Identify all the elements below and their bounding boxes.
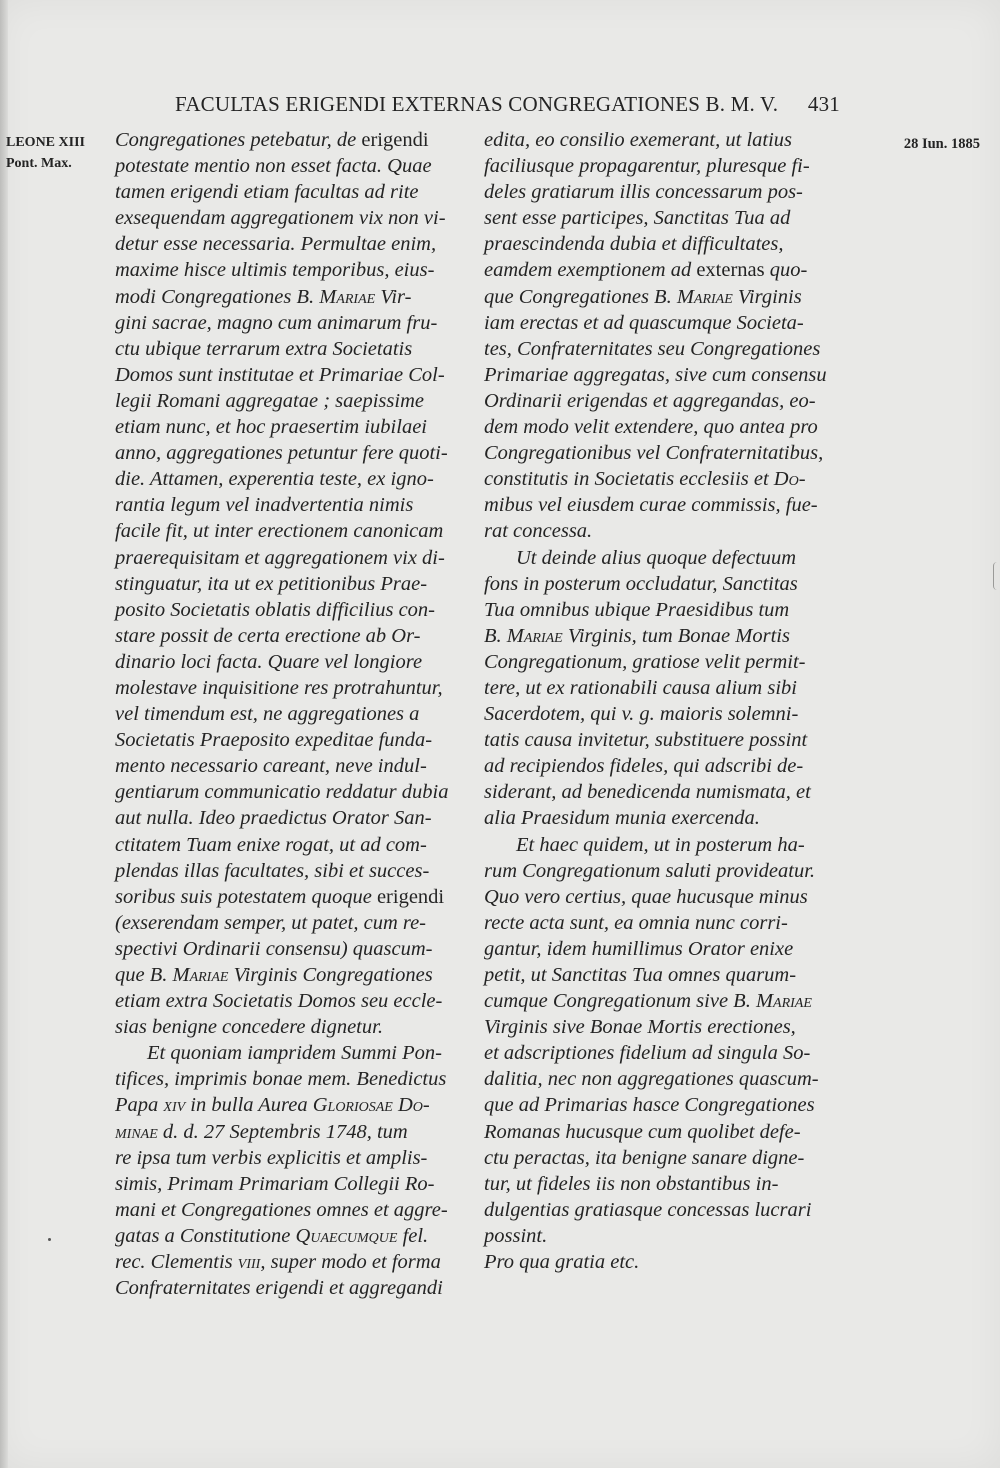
text-line: die. Attamen, experentia teste, ex igno- — [115, 468, 434, 491]
edge-bracket-mark — [993, 562, 998, 590]
text-line: etiam nunc, et hoc praesertim iubilaei — [115, 416, 427, 439]
text-line: detur esse necessaria. Permultae enim, — [115, 233, 437, 256]
text-line: Pro qua gratia etc. — [484, 1251, 640, 1274]
text-line: tifices, imprimis bonae mem. Benedictus — [115, 1068, 447, 1091]
text-line: Romanas hucusque cum quolibet defe- — [484, 1120, 801, 1143]
text-line: cumque Congregationum sive B. Mariae — [484, 990, 812, 1013]
text-line: Ut deinde alius quoque defectuum — [516, 546, 797, 569]
text-line: legii Romani aggregatae ; saepissime — [115, 389, 424, 412]
text-line: mibus vel eiusdem curae commissis, fue- — [484, 494, 818, 517]
text-line: eamdem exemptionem ad externas quo- — [484, 259, 808, 282]
margin-note-pontiff-title: Pont. Max. — [6, 156, 72, 171]
text-line: deles gratiarum illis concessarum pos- — [484, 181, 803, 204]
margin-note-date-text: 28 Iun. 1885 — [903, 136, 980, 152]
text-line: gatas a Constitutione Quaecumque fel. — [115, 1224, 429, 1247]
margin-note-date — [904, 134, 980, 155]
text-line: constitutis in Societatis ecclesiis et Do- — [484, 468, 806, 491]
text-line: stare possit de certa erectione ab Or- — [115, 624, 421, 647]
text-line: praerequisitam et aggregationem vix di- — [115, 546, 445, 569]
text-line: tere, ut ex rationabili causa alium sibi — [484, 676, 797, 699]
margin-note-pontiff-name: LEONE XIII — [6, 135, 85, 150]
text-line: etiam extra Societatis Domos seu eccle- — [115, 990, 443, 1013]
text-line: que Congregationes B. Mariae Virginis — [484, 285, 802, 308]
text-line: Congregationes petebatur, de erigendi — [115, 129, 429, 151]
text-line: facile fit, ut inter erectionem canonicam — [115, 520, 444, 543]
text-line: et adscriptiones fidelium ad singula So- — [484, 1042, 811, 1065]
text-line: Tua omnibus ubique Praesidibus tum — [484, 598, 790, 621]
text-line: que ad Primarias hasce Congregationes — [484, 1094, 815, 1117]
page-number: 431 — [807, 92, 840, 116]
text-line: molestave inquisitione res protrahuntur, — [115, 676, 443, 699]
text-line: re ipsa tum verbis explicitis et amplis- — [115, 1146, 428, 1169]
text-line: stinguatur, ita ut ex petitionibus Prae- — [115, 572, 428, 595]
text-line: soribus suis potestatem quoque erigendi — [115, 885, 445, 908]
text-line: mani et Congregationes omnes et aggre- — [115, 1198, 448, 1221]
text-line: Quo vero certius, quae hucusque minus — [484, 885, 808, 908]
text-line: Domos sunt institutae et Primariae Col- — [115, 363, 445, 386]
text-line: dinario loci facta. Quare vel longiore — [115, 650, 423, 673]
text-line: tur, ut fideles iis non obstantibus in- — [484, 1172, 779, 1195]
text-line: praescindenda dubia et difficultates, — [484, 233, 784, 256]
text-line: petit, ut Sanctitas Tua omnes quarum- — [484, 964, 797, 986]
text-line: Papa xiv in bulla Aurea Gloriosae Do- — [115, 1094, 430, 1117]
text-line: siderant, ad benedicenda numismata, et — [484, 781, 811, 804]
text-line: ad recipiendos fideles, qui adscribi de- — [484, 755, 804, 778]
text-line: Ordinarii erigendas et aggregandas, eo- — [484, 389, 816, 412]
text-line: tamen erigendi etiam facultas ad rite — [115, 181, 419, 204]
text-line: gini sacrae, magno cum animarum fru- — [115, 311, 438, 334]
text-line: dalitia, nec non aggregationes quascum- — [484, 1068, 819, 1091]
margin-dot-mark — [48, 1238, 51, 1241]
running-title: FACULTAS ERIGENDI EXTERNAS CONGREGATIONES B. M. V. — [175, 92, 779, 116]
text-line: maxime hisce ultimis temporibus, eius- — [115, 259, 435, 282]
text-line: Congregationibus vel Confraternitatibus, — [484, 442, 824, 465]
text-line: gentiarum communicatio reddatur dubia — [115, 781, 449, 804]
text-line: mento necessario careant, neve indul- — [115, 755, 427, 778]
text-line: rantia legum vel inadvertentia nimis — [115, 494, 414, 517]
text-line: vel timendum est, ne aggregationes a — [115, 703, 420, 726]
text-line: Et quoniam iampridem Summi Pon- — [147, 1042, 442, 1065]
text-line: modi Congregationes B. Mariae Vir- — [115, 285, 412, 308]
text-line: rat concessa. — [484, 520, 593, 543]
text-line: dem modo velit extendere, quo antea pro — [484, 416, 818, 439]
text-line: tatis causa invitetur, substituere possint — [484, 729, 808, 752]
page-binding-edge — [0, 0, 8, 1468]
text-line: gantur, idem humillimus Orator enixe — [484, 937, 794, 960]
text-line: Confraternitates erigendi et aggregandi — [115, 1277, 443, 1300]
text-line: edita, eo consilio exemerant, ut latius — [484, 129, 793, 151]
text-line: Et haec quidem, ut in posterum ha- — [516, 833, 805, 856]
text-line: ctu peractas, ita benigne sanare digne- — [484, 1146, 805, 1169]
text-line: tes, Confraternitates seu Congregationes — [484, 337, 821, 360]
text-line: Sacerdotem, qui v. g. maioris solemni- — [484, 703, 799, 726]
text-line: faciliusque propagarentur, pluresque fi- — [484, 155, 810, 178]
text-line: minae d. d. 27 Septembris 1748, tum — [115, 1120, 408, 1143]
left-text-column — [115, 127, 473, 1301]
text-line: que B. Mariae Virginis Congregationes — [115, 964, 433, 986]
text-line: sias benigne concedere dignetur. — [115, 1016, 383, 1039]
text-line: potestate mentio non esset facta. Quae — [115, 155, 432, 178]
text-line: ctitatem Tuam enixe rogat, ut ad com- — [115, 833, 427, 856]
text-line: possint. — [484, 1224, 548, 1247]
right-text-column — [484, 127, 836, 1275]
text-line: (exserendam semper, ut patet, cum re- — [115, 911, 427, 934]
text-line: posito Societatis oblatis difficilius con- — [115, 598, 436, 621]
text-line: recte acta sunt, ea omnia nunc corri- — [484, 911, 788, 934]
text-line: Societatis Praeposito expeditae funda- — [115, 729, 433, 752]
margin-note-pontiff — [6, 132, 85, 174]
text-line: sent esse participes, Sanctitas Tua ad — [484, 207, 791, 230]
text-line: iam erectas et ad quascumque Societa- — [484, 311, 804, 334]
text-line: aut nulla. Ideo praedictus Orator San- — [115, 807, 432, 830]
text-line: plendas illas facultates, sibi et succes- — [115, 859, 430, 882]
text-line: B. Mariae Virginis, tum Bonae Mortis — [484, 624, 790, 647]
text-line: Primariae aggregatas, sive cum consensu — [484, 363, 827, 386]
text-line: simis, Primam Primariam Collegii Ro- — [115, 1172, 435, 1195]
text-line: rum Congregationum saluti provideatur. — [484, 859, 816, 882]
text-line: exsequendam aggregationem vix non vi- — [115, 207, 446, 230]
text-line: fons in posterum occludatur, Sanctitas — [484, 572, 798, 595]
text-line: alia Praesidum munia exercenda. — [484, 807, 760, 830]
text-line: ctu ubique terrarum extra Societatis — [115, 337, 413, 360]
text-line: Virginis sive Bonae Mortis erectiones, — [484, 1016, 796, 1039]
text-line: dulgentias gratiasque concessas lucrari — [484, 1198, 812, 1221]
text-line: spectivi Ordinarii consensu) quascum- — [115, 937, 433, 960]
text-line: rec. Clementis viii, super modo et forma — [115, 1251, 441, 1274]
text-line: anno, aggregationes petuntur fere quoti- — [115, 442, 448, 465]
text-line: Congregationum, gratiose velit permit- — [484, 650, 806, 673]
